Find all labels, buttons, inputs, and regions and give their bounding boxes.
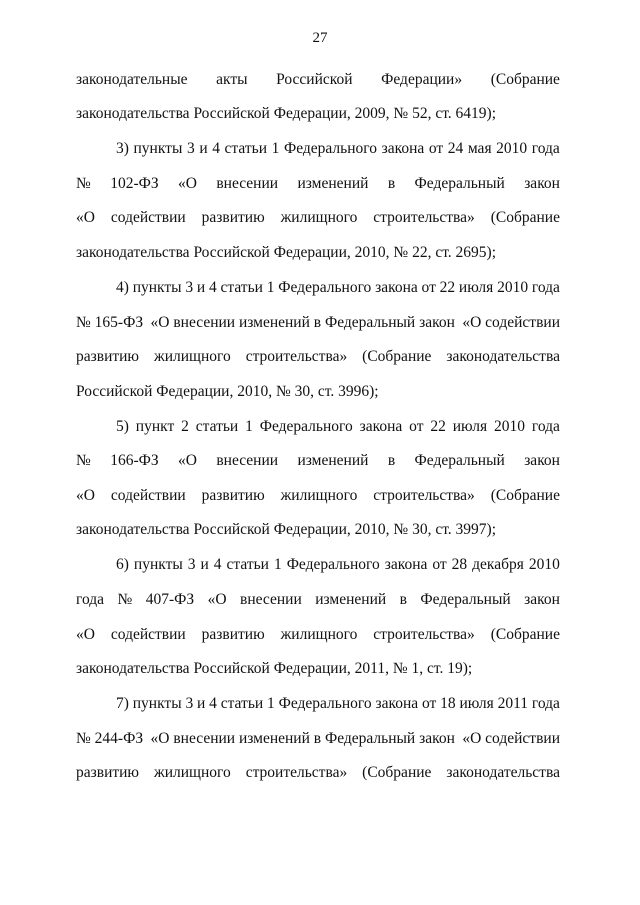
text-line: Российской Федерации, 2010, № 30, ст. 3996); — [76, 383, 379, 400]
word: изменений — [297, 175, 369, 192]
word: внесении — [240, 591, 302, 608]
word: (Собрание — [362, 348, 432, 365]
word: 3) — [116, 140, 129, 157]
word: «О — [76, 626, 95, 643]
word: 2 — [181, 418, 189, 435]
text-line — [116, 139, 560, 159]
word: № 244-ФЗ — [76, 730, 144, 747]
word: в — [387, 175, 396, 192]
word: 2010 — [493, 418, 525, 435]
word: 7) — [116, 695, 129, 712]
word: закон — [524, 175, 560, 192]
word: Федерации» — [381, 71, 463, 88]
word: в — [399, 591, 407, 608]
word: закон — [524, 452, 560, 469]
word: года — [76, 591, 105, 608]
word: 22 — [439, 279, 456, 296]
text-line — [76, 174, 560, 194]
word: 1 — [267, 695, 275, 712]
word: 3 — [187, 556, 196, 573]
word: 1 — [266, 279, 275, 296]
word: «О внесении изменений в Федеральный закон — [150, 314, 455, 331]
word: «О содействии — [462, 730, 560, 747]
word: 22 — [430, 418, 446, 435]
word: Федерального — [259, 418, 353, 435]
text-line — [76, 451, 560, 471]
word: декабря — [472, 556, 524, 573]
word: (Собрание — [490, 209, 560, 226]
word: жилищного — [280, 626, 358, 643]
word: развитию — [201, 487, 265, 504]
word: 24 — [447, 140, 464, 157]
word: жилищного — [153, 764, 231, 781]
word: закона — [359, 418, 403, 435]
word: закона — [384, 556, 428, 573]
word: от — [409, 418, 424, 435]
word: 5) — [116, 418, 129, 435]
word: изменений — [297, 452, 369, 469]
word: Федеральный — [414, 452, 505, 469]
text-line — [116, 278, 560, 298]
text-line — [76, 763, 560, 783]
word: «О — [207, 591, 227, 608]
word: (Собрание — [490, 487, 560, 504]
word: 3 — [185, 279, 194, 296]
word: содействии — [110, 209, 186, 226]
word: «О — [178, 452, 197, 469]
word: пункты — [133, 556, 183, 573]
word: пункт — [135, 418, 175, 435]
word: закона — [375, 279, 418, 296]
word: 1 — [271, 140, 280, 157]
word: мая — [467, 140, 492, 157]
word: Федеральный — [414, 175, 505, 192]
word: пункты — [132, 695, 182, 712]
text-line: законодательства Российской Федерации, 2010, № 30, ст. 3997); — [76, 521, 497, 538]
word: 102-ФЗ — [110, 175, 159, 192]
word: строительства» — [245, 764, 348, 781]
word: строительства» — [373, 209, 475, 226]
text-line — [116, 417, 560, 437]
word: жилищного — [153, 348, 231, 365]
word: от — [432, 556, 447, 573]
word: Российской — [276, 71, 353, 88]
word: изменений — [315, 591, 387, 608]
word: строительства» — [245, 348, 348, 365]
word: 3 — [186, 140, 195, 157]
word: Федерального — [278, 695, 372, 712]
text-line — [76, 729, 560, 749]
word: 3 — [185, 695, 194, 712]
word: «О — [76, 487, 95, 504]
word: содействии — [110, 487, 186, 504]
word: 2010 — [496, 140, 528, 157]
word: 4 — [208, 279, 217, 296]
word: развитию — [76, 764, 140, 781]
word: законодательства — [446, 764, 560, 781]
word: от — [421, 279, 436, 296]
word: 2010 — [528, 556, 560, 573]
word: пункты — [133, 140, 183, 157]
word: 4 — [212, 140, 220, 157]
word: развитию — [201, 626, 265, 643]
word: развитию — [76, 348, 140, 365]
text-line — [76, 625, 560, 645]
word: статьи — [226, 556, 269, 573]
text-line — [76, 313, 560, 333]
word: внесении — [216, 452, 279, 469]
word: года — [531, 695, 560, 712]
text-line — [76, 590, 560, 610]
word: Федерального — [283, 140, 377, 157]
word: года — [531, 279, 560, 296]
word: года — [531, 418, 560, 435]
text-line: законодательства Российской Федерации, 2009, № 52, ст. 6419); — [76, 105, 497, 122]
word: и — [199, 140, 208, 157]
word: 6) — [116, 556, 129, 573]
word: 407-ФЗ — [145, 591, 195, 608]
word: 4) — [116, 279, 129, 296]
word: закона — [381, 140, 425, 157]
word: 28 — [451, 556, 468, 573]
word: жилищного — [280, 487, 358, 504]
word: «О внесении изменений в Федеральный закон — [150, 730, 455, 747]
text-line — [76, 347, 560, 367]
word: «О — [178, 175, 197, 192]
word: Федерального — [278, 279, 372, 296]
word: № — [76, 175, 91, 192]
text-line: законодательства Российской Федерации, 2010, № 22, ст. 2695); — [76, 244, 497, 261]
word: законодательства — [446, 348, 560, 365]
word: статьи — [224, 140, 268, 157]
word: 4 — [213, 556, 222, 573]
text-line — [76, 486, 560, 506]
word: № — [76, 452, 91, 469]
word: и — [196, 279, 206, 296]
word: от — [421, 695, 437, 712]
word: статьи — [220, 279, 263, 296]
word: июля — [459, 695, 494, 712]
word: (Собрание — [490, 71, 560, 88]
word: и — [197, 695, 206, 712]
word: Федерального — [286, 556, 380, 573]
word: 166-ФЗ — [110, 452, 159, 469]
word: статьи — [195, 418, 239, 435]
word: «О содействии — [462, 314, 560, 331]
word: июля — [452, 418, 488, 435]
word: строительства» — [373, 626, 475, 643]
word: от — [428, 140, 444, 157]
text-line — [116, 694, 560, 714]
word: внесении — [216, 175, 279, 192]
word: (Собрание — [490, 626, 560, 643]
word: 2010 — [497, 279, 529, 296]
word: Федеральный — [420, 591, 511, 608]
word: 1 — [273, 556, 282, 573]
word: (Собрание — [362, 764, 432, 781]
word: «О — [76, 209, 95, 226]
word: содействии — [110, 626, 186, 643]
word: № 165-ФЗ — [76, 314, 144, 331]
text-line — [116, 555, 560, 575]
text-line — [76, 208, 560, 228]
word: июля — [458, 279, 494, 296]
word: 4 — [209, 695, 217, 712]
word: и — [200, 556, 209, 573]
text-line — [76, 70, 560, 90]
page-number: 27 — [312, 30, 328, 46]
word: статьи — [220, 695, 264, 712]
word: акты — [216, 71, 248, 88]
word: года — [531, 140, 560, 157]
word: пункты — [132, 279, 182, 296]
text-line: законодательства Российской Федерации, 2011, № 1, ст. 19); — [76, 660, 473, 677]
word: закона — [375, 695, 419, 712]
word: жилищного — [280, 209, 358, 226]
word: в — [387, 452, 396, 469]
word: 2011 — [497, 695, 529, 712]
word: № — [117, 591, 133, 608]
word: развитию — [201, 209, 265, 226]
word: 18 — [440, 695, 456, 712]
word: 1 — [245, 418, 253, 435]
word: строительства» — [373, 487, 475, 504]
word: законодательные — [76, 71, 188, 88]
word: закон — [524, 591, 560, 608]
